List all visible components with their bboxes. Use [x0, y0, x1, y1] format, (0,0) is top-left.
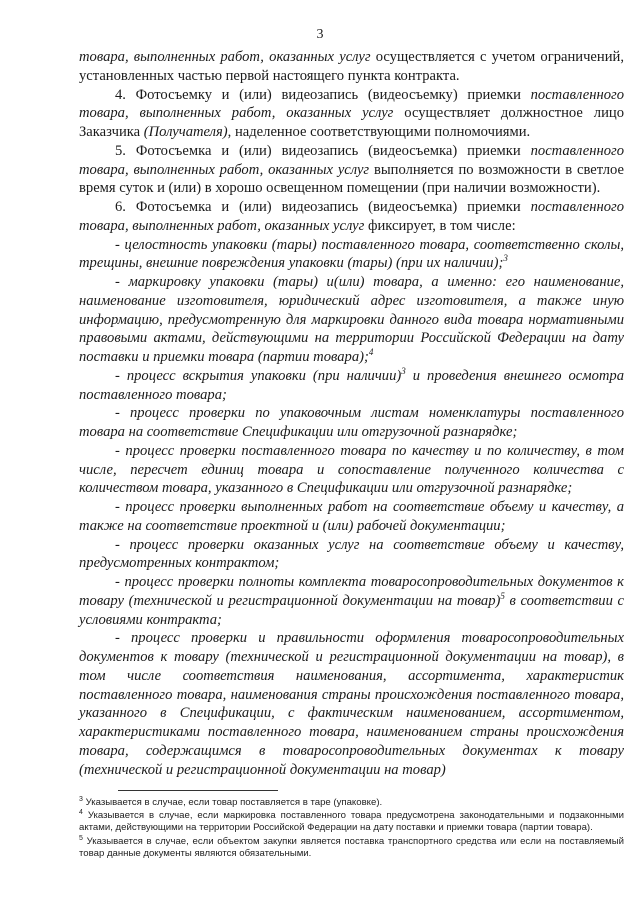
- text-run: выполняется по возможности в светлое время суток и (или) в хорошо освещенном помещении (при наличии возможности).: [79, 161, 624, 197]
- footnote-3: [79, 797, 624, 809]
- footnotes: [79, 797, 624, 861]
- text-run: осуществляется с учетом ограничений, установленных частью первой настоящего пункта контракта.: [79, 49, 624, 84]
- text-run: осуществляет должностное лицо Заказчика: [79, 105, 624, 140]
- footnote-ref: 4: [368, 347, 374, 357]
- emphasis-text: - процесс проверки оказанных услуг на соответствие объему и качеству, предусмотренных контрактом;: [79, 536, 624, 572]
- emphasis-text: - процесс вскрытия упаковки (при наличии): [115, 367, 402, 384]
- text-run: , наделенное соответствующими полномочиями.: [227, 124, 531, 140]
- emphasis-text: - целостность упаковки (тары) поставленного товара, соответственно сколы, трещины, внешние повреждения упаковки (тары) (при их наличии);: [79, 236, 624, 272]
- footnote-text: Указывается в случае, если маркировка поставленного товара предусмотрена законодательными и подзаконными актами, действующими на территории Российской Федерации на дату поставки и приемки товара (партии товара).: [79, 810, 624, 834]
- emphasis-text: в соответствии с условиями контракта;: [79, 592, 624, 628]
- list-item-services-check: [79, 536, 624, 574]
- paragraph-6: [79, 198, 624, 236]
- page-number: 3: [316, 27, 324, 42]
- list-item-packing-list-check: [79, 404, 624, 442]
- footnote-text: Указывается в случае, если объектом закупки является поставка транспортного средства или если на поставляемый товар данные документы являются обязательными.: [79, 835, 624, 859]
- footnote-mark: 3: [79, 796, 83, 803]
- list-item-document-correctness: [79, 629, 624, 779]
- paragraph-continuation: [79, 48, 624, 86]
- list-item-document-completeness: [79, 573, 624, 629]
- footnote-ref: 3: [503, 253, 508, 264]
- footnote-mark: 5: [79, 834, 83, 842]
- footnote-5: [79, 836, 624, 860]
- emphasis-text: поставленного товара, выполненных работ, оказанных услуг: [79, 142, 624, 178]
- list-item-marking: [79, 273, 624, 367]
- list-item-opening-inspection: [79, 367, 624, 405]
- emphasis-text: - процесс проверки по упаковочным листам номенклатуры поставленного товара на соответствие Спецификации или отгрузочной разнарядке;: [79, 405, 624, 440]
- paragraph-4: [79, 86, 624, 142]
- list-item-works-check: [79, 498, 624, 536]
- text-run: 5. Фотосъемка и (или) видеозапись (видеосъемка) приемки: [115, 142, 531, 159]
- emphasis-text: - маркировку упаковки (тары) и(или) товара, а именно: его наименование, наименование изготовителя, юридический адрес изготовителя, а также иную информацию, предусмотренную для маркировки данного вида товара нормативными правовыми актами, действующими на территории Российской Федерации на дату поставки и приемки товара (партии товара);: [79, 274, 624, 365]
- emphasis-text: - процесс проверки поставленного товара по качеству и по количеству, в том числе, пересчет единиц товара и сопоставление полученного количества с количеством товара, указанного в Спецификации или отгрузочной разнарядке;: [79, 442, 624, 497]
- footnote-ref: 5: [500, 590, 505, 601]
- document-body: [79, 48, 624, 779]
- text-run: фиксирует, в том числе:: [364, 217, 516, 234]
- text-run: 6. Фотосъемка и (или) видеозапись (видеосъемка) приемки: [115, 199, 531, 215]
- list-item-packaging-integrity: [79, 236, 624, 274]
- emphasis-text: (Получателя): [143, 124, 228, 140]
- list-item-quality-quantity-check: [79, 442, 624, 498]
- footnote-ref: 3: [401, 365, 406, 376]
- emphasis-text: - процесс проверки полноты комплекта товаросопроводительных документов к товару (технической и регистрационной документации на товар): [79, 574, 624, 609]
- footnote-mark: 4: [79, 809, 83, 817]
- emphasis-text: - процесс проверки и правильности оформления товаросопроводительных документов к товару (технической и регистрационной документации на товар), в том числе соответствия наименования, ассортимента, характеристик поставленного товара, наименования страны происхождения поставленного товара, указанного в Спецификации, с фактическим наименованием, ассортиментом, характеристиками поставленного товара, наименованием страны происхождения товара, содержащимся в товаросопроводительных документах к товару (технической и регистрационной документации на товар): [79, 630, 624, 778]
- emphasis-text: поставленного товара, выполненных работ, оказанных услуг: [79, 86, 624, 122]
- footnote-separator: [118, 790, 278, 791]
- emphasis-text: поставленного товара, выполненных работ, оказанных услуг: [79, 199, 624, 234]
- emphasis-text: - процесс проверки выполненных работ на соответствие объему и качеству, а также на соответствие проектной и (или) рабочей документации;: [79, 499, 624, 534]
- footnote-text: Указывается в случае, если товар поставляется в таре (упаковке).: [85, 797, 383, 808]
- paragraph-5: [79, 142, 624, 198]
- emphasis-text: и проведения внешнего осмотра поставленного товара;: [79, 367, 624, 403]
- emphasis-text: товара, выполненных работ, оказанных услуг: [79, 49, 371, 65]
- text-run: 4. Фотосъемку и (или) видеозапись (видеосъемку) приемки: [115, 86, 531, 103]
- footnote-4: [79, 810, 624, 834]
